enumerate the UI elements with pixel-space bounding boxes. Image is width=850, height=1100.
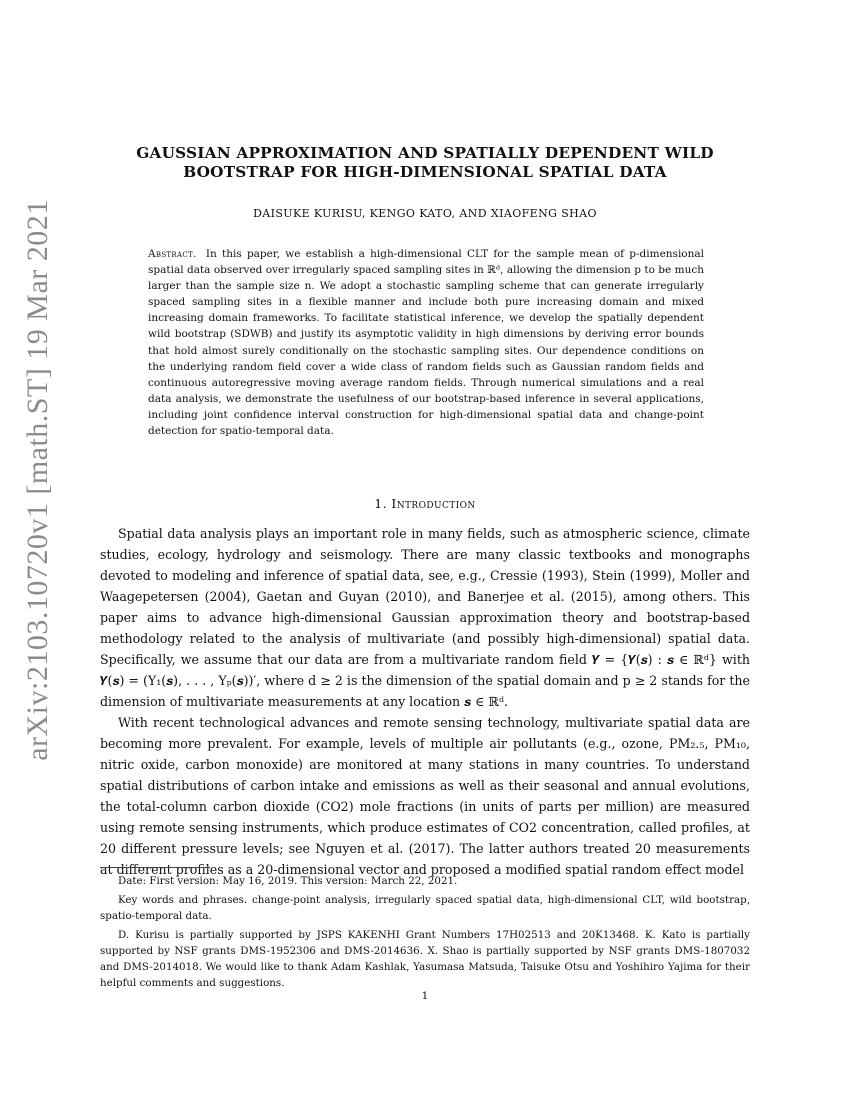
arxiv-identifier-text: arXiv:2103.10720v1 [math.ST] 19 Mar 2021 bbox=[21, 199, 55, 761]
footnote-divider bbox=[100, 867, 210, 868]
abstract-text: In this paper, we establish a high-dimensional CLT for the sample mean of p-dimensional spatial data observed over irregularly spaced sampling sites in ℝᵈ, allowing the dimension p to be much larger than the sample size n. We adopt a stochastic sampling scheme that can generate irregularly spaced sampling sites in a flexible manner and include both pure increasing domain and mixed increasing domain frameworks. To facilitate statistical inference, we develop the spatially dependent wild bootstrap (SDWB) and justify its asymptotic validity in high dimensions by deriving error bounds that hold almost surely conditionally on the stochastic sampling sites. Our dependence conditions on the underlying random field cover a wide class of random fields such as Gaussian random fields and continuous autoregressive moving average random fields. Through numerical simulations and a real data analysis, we demonstrate the usefulness of our bootstrap-based inference in several applications, including joint confidence interval construction for high-dimensional spatial data and change-point detection for spatio-temporal data. bbox=[148, 248, 705, 438]
footnotes bbox=[100, 873, 750, 991]
section-number: 1. bbox=[374, 496, 388, 511]
paragraph: Spatial data analysis plays an important role in many fields, such as atmospheric science, climate studies, ecology, hydrology and seismology. There are many classic textbooks and monographs devoted to modeling and inference of spatial data, see, e.g., Cressie (1993), Stein (1999), Moller and Waagepetersen (2004), Gaetan and Guyan (2010), and Banerjee et al. (2015), among others. This paper aims to advance high-dimensional Gaussian approximation theory and bootstrap-based methodology related to the analysis of multivariate (and possibly high-dimensional) spatial data. Specifically, we assume that our data are from a multivariate random field 𝒀 = {𝒀(𝒔) : 𝒔 ∈ ℝᵈ} with 𝒀(𝒔) = (Y₁(𝒔), . . . , Yₚ(𝒔))′, where d ≥ 2 is the dimension of the spatial domain and p ≥ 2 stands for the dimension of multivariate measurements at any location 𝒔 ∈ ℝᵈ. bbox=[100, 526, 750, 709]
arxiv-identifier-stamp bbox=[18, 199, 58, 761]
body-text bbox=[100, 523, 750, 880]
footnote-funding: D. Kurisu is partially supported by JSPS KAKENHI Grant Numbers 17H02513 and 20K13468. K. Kato is partially supported by NSF grants DMS-1952306 and DMS-2014636. X. Shao is partially supported by NSF grants DMS-1807032 and DMS-2014018. We would like to thank Adam Kashlak, Yasumasa Matsuda, Taisuke Otsu and Yoshihiro Yajima for their helpful comments and suggestions. bbox=[100, 929, 750, 989]
paragraph: With recent technological advances and remote sensing technology, multivariate spatial data are becoming more prevalent. For example, levels of multiple air pollutants (e.g., ozone, PM₂.₅, PM₁₀, nitric oxide, carbon monoxide) are monitored at many stations in many countries. To understand spatial distributions of carbon intake and emissions as well as their seasonal and annual evolutions, the total-column carbon dioxide (CO2) mole fractions (in units of parts per million) are measured using remote sensing instruments, which produce estimates of CO2 concentration, called profiles, at 20 different pressure levels; see Nguyen et al. (2017). The latter authors treated 20 measurements at different profiles as a 20-dimensional vector and proposed a modified spatial random effect model bbox=[100, 715, 750, 877]
page-number: 1 bbox=[421, 990, 429, 1002]
paper-title bbox=[100, 144, 750, 182]
paper-title-line-1: GAUSSIAN APPROXIMATION AND SPATIALLY DEPENDENT WILD bbox=[136, 144, 714, 162]
abstract-label: Abstract. bbox=[148, 248, 197, 260]
section-heading bbox=[100, 496, 750, 511]
paper-title-line-2: BOOTSTRAP FOR HIGH-DIMENSIONAL SPATIAL DATA bbox=[183, 163, 667, 181]
author-list: DAISUKE KURISU, KENGO KATO, AND XIAOFENG SHAO bbox=[253, 207, 597, 220]
footnote-keywords: Key words and phrases. change-point analysis, irregularly spaced spatial data, high-dimensional CLT, wild bootstrap, spatio-temporal data. bbox=[100, 894, 750, 922]
footnote-date: Date: First version: May 16, 2019. This version: March 22, 2021. bbox=[118, 875, 458, 887]
abstract bbox=[148, 246, 704, 439]
section-title: Introduction bbox=[391, 496, 476, 511]
